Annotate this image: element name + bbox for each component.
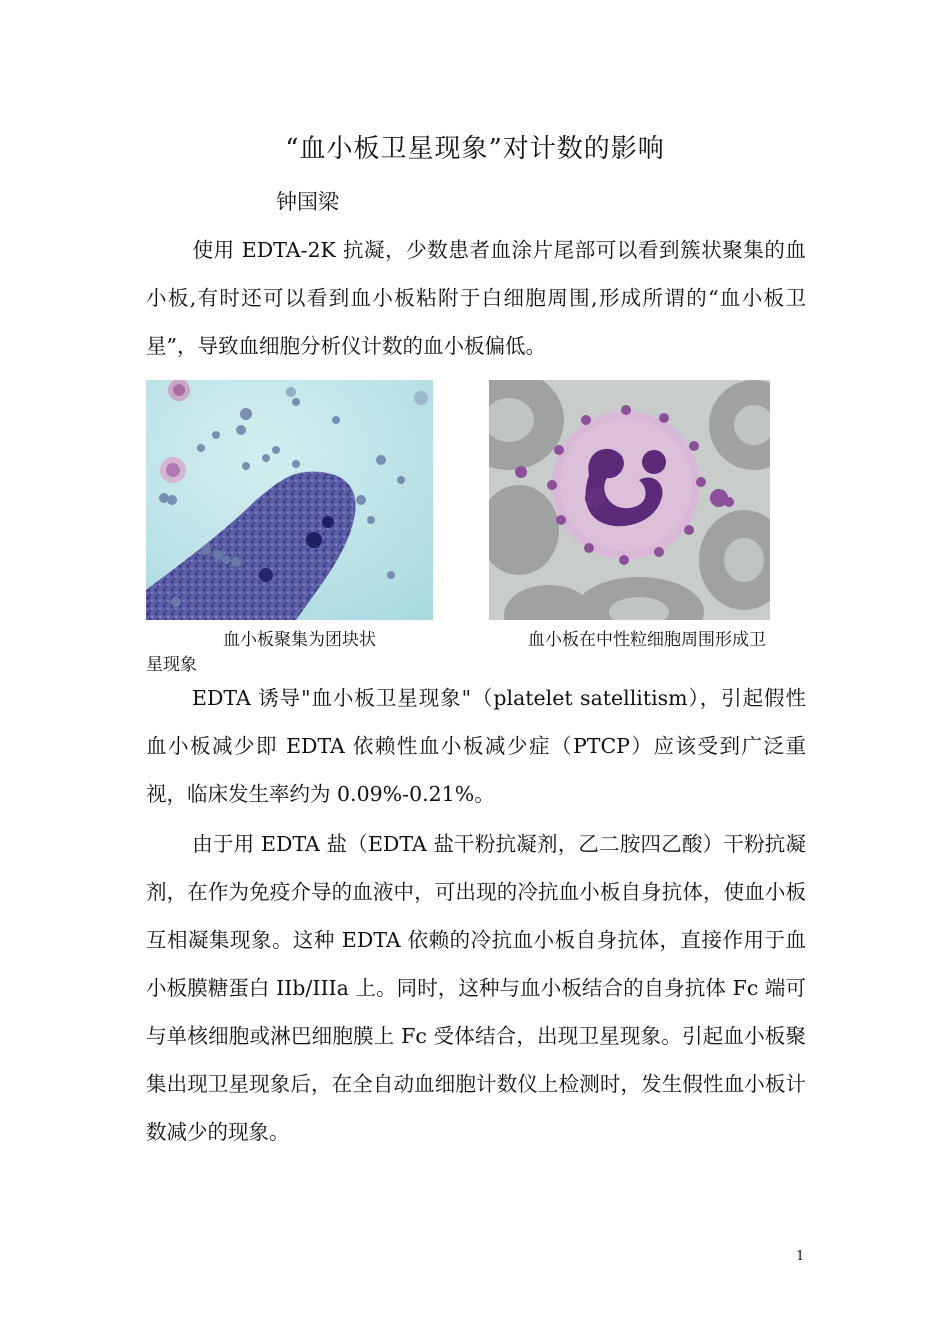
platelet-satellitism-image [489, 380, 770, 620]
right-figure-caption: 血小板在中性粒细胞周围形成卫 [528, 630, 766, 650]
paragraph-edta-satellitism [146, 674, 806, 818]
paragraph-edta-satellitism-text: EDTA 诱导"血小板卫星现象"（platelet satellitism），引起假性血小板减少即 EDTA 依赖性血小板减少症（PTCP）应该受到广泛重视，临床发生率约为 0.09%-0.21%。 [146, 686, 806, 806]
author-name: 钟国梁 [276, 190, 339, 214]
platelet-clump-image [146, 380, 433, 620]
left-figure-caption: 血小板聚集为团块状 [223, 630, 376, 650]
paragraph-intro [146, 226, 806, 370]
paragraph-mechanism [146, 820, 806, 1156]
document-title: “血小板卫星现象”对计数的影响 [285, 134, 665, 164]
paragraph-mechanism-text: 由于用 EDTA 盐（EDTA 盐干粉抗凝剂，乙二胺四乙酸）干粉抗凝剂，在作为免疫介导的血液中，可出现的冷抗血小板自身抗体，使血小板互相凝集现象。这种 EDTA 依赖的冷抗血小板自身抗体，直接作用于血小板膜糖蛋白 IIb/IIIa 上。同时，这种与血小板结合的自身抗体 Fc 端可与单核细胞或淋巴细胞膜上 Fc 受体结合，出现卫星现象。引起血小板聚集出现卫星现象后，在全自动血细胞计数仪上检测时，发生假性血小板计数减少的现象。 [146, 832, 806, 1144]
right-figure-caption-continued: 星现象 [146, 655, 197, 675]
paragraph-intro-text: 使用 EDTA-2K 抗凝，少数患者血涂片尾部可以看到簇状聚集的血小板,有时还可以看到血小板粘附于白细胞周围,形成所谓的“血小板卫星”，导致血细胞分析仪计数的血小板偏低。 [146, 238, 806, 358]
page-number: 1 [796, 1249, 805, 1264]
